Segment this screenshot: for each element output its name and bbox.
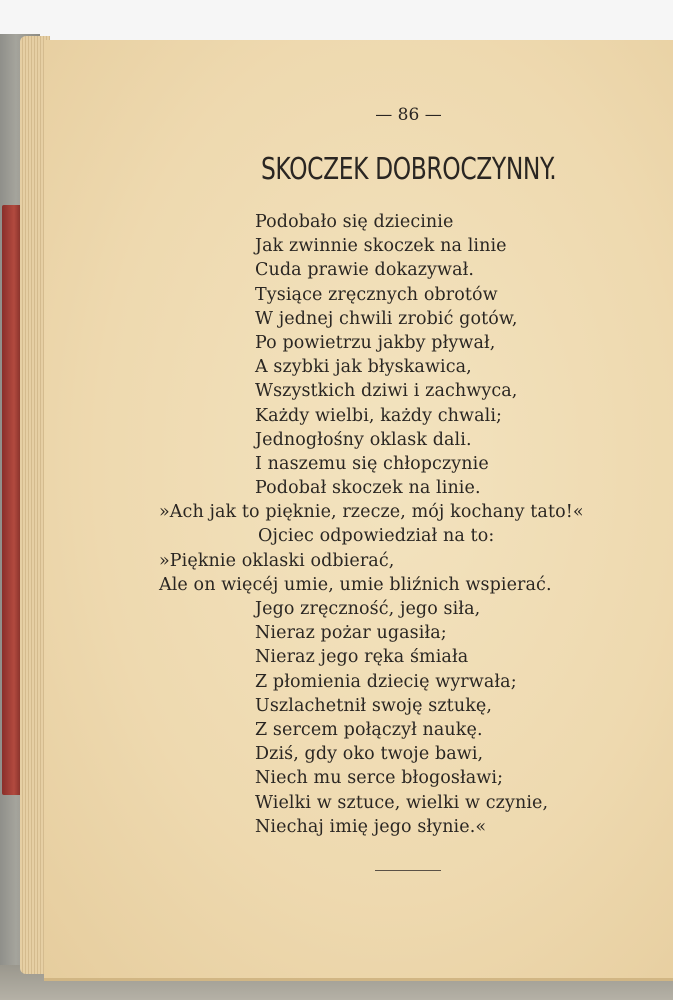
poem-line: »Ach jak to pięknie, rzecze, mój kochany tato!« <box>159 502 584 523</box>
poem-line: Dziś, gdy oko twoje bawi, <box>255 744 484 765</box>
poem-line: Po powietrzu jakby pływał, <box>255 332 496 353</box>
poem-line: Podobało się dziecinie <box>255 212 454 232</box>
poem-line: »Pięknie oklaski odbierać, <box>159 550 395 571</box>
poem-line: Ale on więcéj umie, umie bliźnich wspierać. <box>159 574 552 595</box>
poem-line: Z płomienia dziecię wyrwała; <box>255 671 517 692</box>
poem-line: A szybki jak błyskawica, <box>255 357 472 378</box>
poem-line: Wielki w sztuce, wielki w czynie, <box>255 792 549 813</box>
poem-line: I naszemu się chłopczynie <box>255 453 489 474</box>
end-rule-divider <box>375 870 441 871</box>
poem-line: W jednej chwili zrobić gotów, <box>255 308 518 329</box>
poem-line: Jak zwinnie skoczek na linie <box>255 236 507 257</box>
poem-line: Jednogłośny oklask dali. <box>255 429 472 450</box>
book-cover-leather-corner <box>2 205 22 795</box>
poem-line: Wszystkich dziwi i zachwyca, <box>255 381 518 402</box>
poem-line: Każdy wielbi, każdy chwali; <box>255 405 503 426</box>
page-number: — 86 — <box>375 105 442 125</box>
book-page <box>44 40 673 981</box>
poem-line: Nieraz pożar ugasiła; <box>255 623 447 644</box>
poem-line: Tysiące zręcznych obrotów <box>255 284 498 305</box>
poem-line: Nieraz jego ręka śmiała <box>255 647 469 668</box>
scan-background <box>0 0 673 40</box>
poem-line: Niechaj imię jego słynie.« <box>255 816 487 837</box>
poem-line: Jego zręczność, jego siła, <box>255 599 481 619</box>
page-content <box>44 40 673 978</box>
poem-line: Ojciec odpowiedział na to: <box>258 526 495 547</box>
poem-text <box>44 210 673 839</box>
poem-title: SKOCZEK DOBROCZYNNY. <box>260 152 557 187</box>
poem-line: Niech mu serce błogosławi; <box>255 768 504 789</box>
poem-line: Uszlachetnił swoję sztukę, <box>255 695 493 716</box>
poem-line: Cuda prawie dokazywał. <box>255 260 475 281</box>
poem-line: Z sercem połączył naukę. <box>255 719 483 740</box>
poem-line: Podobał skoczek na linie. <box>255 478 481 499</box>
